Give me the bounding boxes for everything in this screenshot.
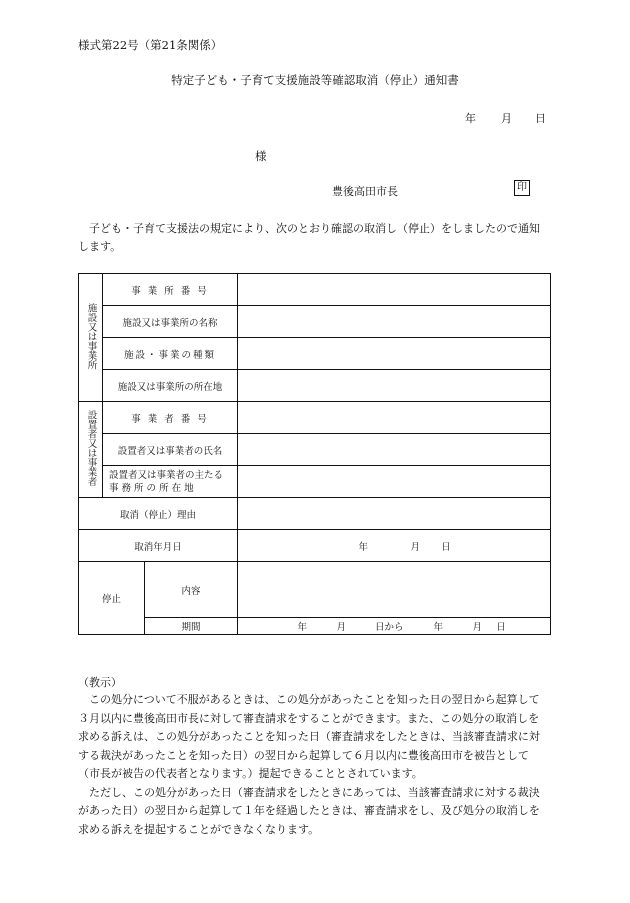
revocation-month: 月 (410, 541, 420, 553)
table-row (79, 618, 551, 635)
period-month1: 月 (336, 622, 346, 633)
stop-label: 停止 (79, 562, 145, 635)
notice-paragraph-1: この処分について不服があるときは、この処分があったことを知った日の翌日から起算して３月以内に豊後高田市長に対して審査請求をすることができます。また、この処分の取消しを求める訴えは、この処分があったことを知った日（審査請求をしたときは、当該審査請求に対する裁決があったことを知った日）の翌日から起算して６月以内に豊後高田市を被告として（市長が被告の代表者となります。）提起できることとされています。 (78, 693, 540, 780)
revocation-year: 年 (358, 541, 368, 553)
issuer-name: 豊後高田市長 (332, 185, 398, 198)
document-title: 特定子ども・子育て支援施設等確認取消（停止）通知書 (171, 73, 459, 87)
table-row (79, 402, 551, 434)
table-row (79, 498, 551, 530)
table-row (79, 370, 551, 402)
notice-table (78, 273, 551, 635)
period-day2: 日 (496, 622, 506, 633)
form-number: 様式第22号（第21条関係） (78, 38, 223, 52)
stop-content-field[interactable] (238, 562, 551, 618)
addressee-sama: 様 (255, 149, 267, 163)
operator-group-cell (79, 402, 103, 498)
operator-group-label: 設置者又は事業者 (85, 410, 97, 486)
period-year2: 年 (433, 622, 443, 633)
facility-row-label: 施設又は事業所の名称 (103, 306, 238, 338)
operator-row-label: 事 業 者 番 号 (103, 402, 238, 434)
revocation-day: 日 (441, 541, 451, 553)
date-day: 日 (535, 112, 546, 125)
reason-label: 取消（停止）理由 (79, 498, 238, 530)
facility-row-label: 施設・事業の種類 (103, 338, 238, 370)
table-row (79, 306, 551, 338)
notice-body (78, 691, 550, 839)
table-row (79, 434, 551, 466)
facility-row-label: 施設又は事業所の所在地 (103, 370, 238, 402)
facility-type-field[interactable] (238, 338, 551, 370)
operator-number-field[interactable] (238, 402, 551, 434)
date-year: 年 (465, 112, 476, 125)
issue-date (465, 110, 546, 126)
table-row (79, 274, 551, 306)
facility-group-label: 施設又は事業所 (85, 302, 97, 370)
operator-name-field[interactable] (238, 434, 551, 466)
operator-address-line2: 事 務 所 の 所 在 地 (109, 482, 194, 494)
operator-address-line1: 設置者又は事業者の主たる (109, 469, 224, 481)
facility-group-cell (79, 274, 103, 402)
facility-number-field[interactable] (238, 274, 551, 306)
stop-period-label: 期間 (145, 618, 238, 635)
period-year1: 年 (297, 622, 307, 633)
revocation-date-field[interactable] (238, 530, 551, 562)
facility-address-field[interactable] (238, 370, 551, 402)
intro-text: 子ども・子育て支援法の規定により、次のとおり確認の取消し（停止）をしましたので通知します。 (78, 222, 540, 253)
stop-period-field[interactable] (238, 618, 551, 635)
table-row (79, 562, 551, 618)
notice-label: （教示） (78, 676, 122, 689)
operator-address-field[interactable] (238, 466, 551, 498)
revocation-date-label: 取消年月日 (79, 530, 238, 562)
period-from: 日から (374, 622, 404, 633)
table-row (79, 338, 551, 370)
stop-content-label: 内容 (145, 562, 238, 618)
date-month: 月 (501, 112, 512, 125)
period-month2: 月 (472, 622, 482, 633)
table-row (79, 466, 551, 498)
notice-paragraph-2: ただし、この処分があった日（審査請求をしたときにあっては、当該審査請求に対する裁決があった日）の翌日から起算して１年を経過したときは、審査請求をし、及び処分の取消しを求める訴えを提起することができなくなります。 (78, 785, 540, 836)
table-row (79, 530, 551, 562)
facility-name-field[interactable] (238, 306, 551, 338)
operator-address-label (103, 466, 238, 498)
operator-row-label: 設置者又は事業者の氏名 (103, 434, 238, 466)
facility-row-label: 事 業 所 番 号 (103, 274, 238, 306)
seal-mark: 印 (514, 180, 530, 196)
reason-field[interactable] (238, 498, 551, 530)
